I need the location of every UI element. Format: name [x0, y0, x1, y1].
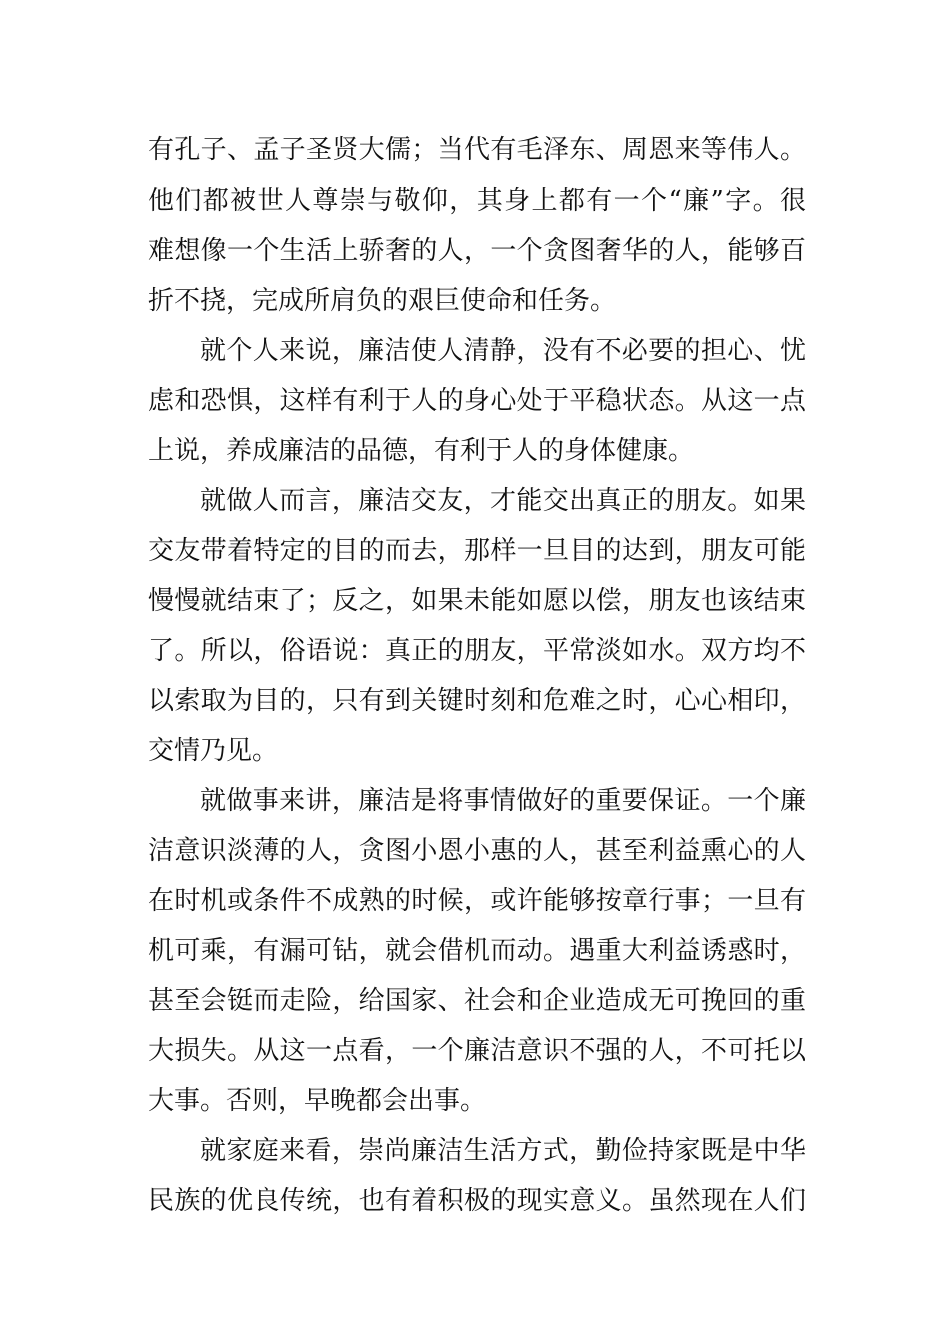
- paragraph-first-line: 就做人而言，廉洁交友，才能交出真正的朋友。如果: [200, 486, 806, 516]
- text-line: 洁意识淡薄的人，贪图小恩小惠的人，甚至利益熏心的人: [148, 836, 806, 866]
- text-line: 交情乃见。: [148, 736, 279, 766]
- text-line: 折不挠，完成所肩负的艰巨使命和任务。: [148, 286, 617, 316]
- text-line: 大事。否则，早晚都会出事。: [148, 1086, 487, 1116]
- text-line: 有孔子、孟子圣贤大儒；当代有毛泽东、周恩来等伟人。: [148, 135, 806, 165]
- text-line: 机可乘，有漏可钻，就会借机而动。遇重大利益诱惑时，: [148, 936, 806, 966]
- text-line: 难想像一个生活上骄奢的人，一个贪图奢华的人，能够百: [148, 236, 806, 266]
- text-line: 虑和恐惧，这样有利于人的身心处于平稳状态。从这一点: [148, 386, 806, 416]
- text-line: 慢慢就结束了；反之，如果未能如愿以偿，朋友也该结束: [148, 586, 806, 616]
- text-line: 甚至会铤而走险，给国家、社会和企业造成无可挽回的重: [148, 986, 806, 1016]
- paragraph-first-line: 就做事来讲，廉洁是将事情做好的重要保证。一个廉: [200, 786, 806, 816]
- text-line: 以索取为目的，只有到关键时刻和危难之时，心心相印，: [148, 686, 806, 716]
- paragraph-first-line: 就个人来说，廉洁使人清静，没有不必要的担心、忧: [200, 336, 806, 366]
- paragraph-first-line: 就家庭来看，崇尚廉洁生活方式，勤俭持家既是中华: [200, 1136, 806, 1166]
- text-line: 了。所以，俗语说：真正的朋友，平常淡如水。双方均不: [148, 636, 806, 666]
- text-line: 在时机或条件不成熟的时候，或许能够按章行事；一旦有: [148, 886, 806, 916]
- text-line: 他们都被世人尊崇与敬仰，其身上都有一个“廉”字。很: [148, 186, 806, 216]
- text-line: 民族的优良传统，也有着积极的现实意义。虽然现在人们: [148, 1186, 806, 1216]
- text-line: 大损失。从这一点看，一个廉洁意识不强的人，不可托以: [148, 1036, 806, 1066]
- text-line: 上说，养成廉洁的品德，有利于人的身体健康。: [148, 436, 695, 466]
- text-line: 交友带着特定的目的而去，那样一旦目的达到，朋友可能: [148, 536, 806, 566]
